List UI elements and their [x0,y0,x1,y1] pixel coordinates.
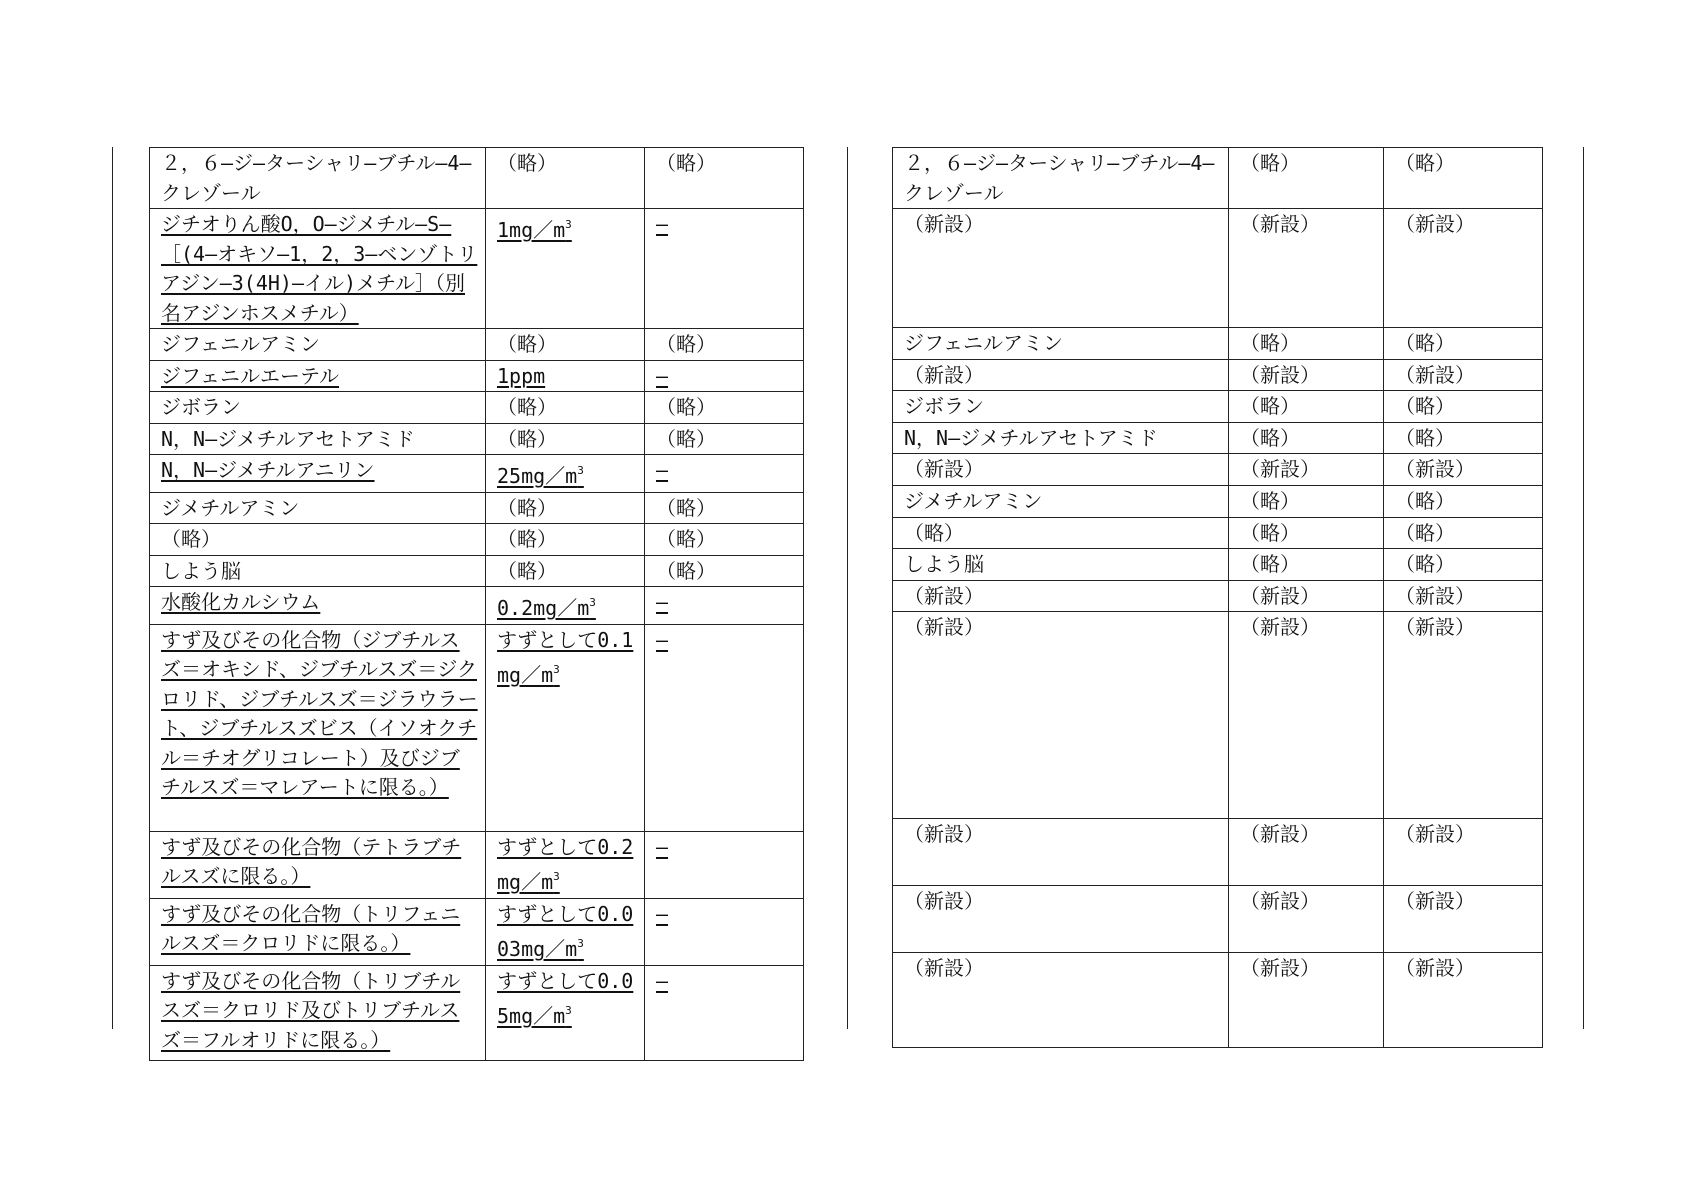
cell-text: （略） [656,495,716,520]
table-row [893,517,1543,549]
cell-text: （新設） [1240,457,1320,481]
cell-text: ― [656,590,669,614]
cell-other [1384,209,1543,328]
table-row [893,486,1543,518]
unit-superscript: 3 [565,218,572,231]
cell-text: （新設） [1240,362,1320,387]
cell-other [1384,549,1543,581]
cell-text: （新設） [1240,822,1320,846]
cell-text: ジボラン [161,395,241,419]
cell-value [1229,886,1384,953]
cell-text: ジフェニルアミン [161,332,320,356]
table-row [893,422,1543,454]
cell-text: （略） [656,527,716,551]
cell-text: （略） [1395,331,1455,355]
unit-superscript: 3 [577,937,584,950]
table-row [150,965,804,1060]
cell-text: （新設） [1240,212,1320,236]
table-row [150,555,804,587]
table-row [150,392,804,424]
cell-text: すず及びその化合物（ジブチルスズ＝オキシド、ジブチルスズ＝ジクロリド、ジブチルスズ＝ジラウラート、ジブチルスズビス（イソオクチル＝チオグリコレート）及びジブチルスズ＝マレアートに限る。） [161,627,478,799]
cell-text: ジボラン [904,394,984,418]
cell-text: （略） [497,151,557,175]
cell-name [150,423,486,455]
cell-text: すず及びその化合物（テトラブチルスズに限る。） [161,834,462,888]
cell-other [1384,486,1543,518]
cell-text: （略） [1240,489,1300,513]
cell-text: （略） [497,558,557,583]
cell-value [1229,819,1384,886]
cell-other [1384,422,1543,454]
cell-text: （略） [497,527,557,551]
table-row [893,612,1543,819]
cell-text: $1mg/m^3$ [497,218,572,242]
cell-name [150,524,486,556]
table-row [150,524,804,556]
table-row [150,329,804,361]
cell-text: （新設） [904,822,984,846]
cell-text: （新設） [904,956,984,980]
cell-text: ジフェニルエーテル [161,363,339,388]
cell-text: （略） [656,395,716,419]
cell-other [645,524,804,556]
cell-other [645,555,804,587]
cell-value [1229,517,1384,549]
cell-other [645,148,804,209]
cell-other [1384,886,1543,953]
cell-text: すずとして$0.1mg/m^3$ [497,627,634,687]
table-row [893,328,1543,360]
cell-text: （新設） [1240,583,1320,608]
cell-other [645,392,804,424]
cell-text: （略） [497,495,557,520]
new-provisions-table [149,147,804,1061]
cell-name [150,455,486,493]
cell-text: N，N―ジメチルアセトアミド [904,425,1158,450]
cell-name [893,359,1229,391]
old-provisions-table [892,147,1543,1048]
cell-text: すずとして$0.2mg/m^3$ [497,834,634,894]
cell-value [486,329,645,361]
cell-text: （略） [656,558,716,583]
cell-name [893,549,1229,581]
cell-text: すず及びその化合物（トリフェニルスズ＝クロリドに限る。） [161,901,461,955]
cell-name [893,886,1229,953]
table-row [893,148,1543,209]
cell-other [645,492,804,524]
unit-superscript: 3 [565,1004,572,1017]
cell-name [150,148,486,209]
cell-value [486,209,645,329]
cell-text: （新設） [904,457,984,481]
cell-other [645,360,804,392]
cell-name [893,486,1229,518]
cell-value [486,492,645,524]
cell-name [150,555,486,587]
cell-text: 1ppm [497,363,546,388]
cell-name [150,965,486,1060]
cell-value [486,555,645,587]
cell-text: （略） [1395,394,1455,418]
table-row [150,624,804,831]
unit-superscript: 3 [577,464,584,477]
cell-other [645,898,804,965]
cell-other [1384,517,1543,549]
cell-other [1384,454,1543,486]
cell-text: （新設） [1395,822,1475,846]
cell-text: （略） [1395,425,1455,450]
unit-superscript: 3 [553,663,560,676]
table-row [150,209,804,329]
cell-text: N，N―ジメチルアセトアミド [161,426,415,451]
cell-value [486,423,645,455]
cell-name [893,580,1229,612]
cell-name [893,454,1229,486]
cell-text: （略） [1240,520,1300,545]
unit-superscript: 3 [553,870,560,883]
right-margin-rule [1583,147,1584,1029]
cell-text: ― [656,627,669,652]
cell-name [893,612,1229,819]
cell-text: （新設） [1240,615,1320,639]
old-provisions-body [893,148,1543,1048]
cell-other [1384,328,1543,360]
cell-other [1384,148,1543,209]
table-row [893,454,1543,486]
cell-value [486,455,645,493]
cell-text: ２，６―ジ―ターシャリ―ブチル―4―クレゾール [161,151,472,205]
cell-value [1229,549,1384,581]
cell-name [150,624,486,831]
cell-text: （略） [1240,331,1300,355]
cell-name [893,391,1229,423]
table-row [150,831,804,898]
cell-other [1384,612,1543,819]
cell-other [645,624,804,831]
cell-name [893,209,1229,328]
cell-value [486,624,645,831]
cell-value [1229,580,1384,612]
cell-value [486,965,645,1060]
cell-name [893,422,1229,454]
cell-name [150,392,486,424]
cell-text: （新設） [1395,362,1475,387]
cell-text: $0.2mg/m^3$ [497,596,596,620]
cell-text: （新設） [904,362,984,387]
cell-other [645,329,804,361]
cell-text: N，N―ジメチルアニリン [161,458,375,482]
cell-value [486,392,645,424]
cell-text: ― [656,212,669,236]
cell-text: （略） [1395,151,1455,175]
cell-text: （新設） [904,889,984,913]
cell-text: （略） [656,151,716,175]
cell-name [150,209,486,329]
cell-name [893,953,1229,1048]
table-row [150,148,804,209]
table-row [150,455,804,493]
cell-text: すずとして$0.003mg/m^3$ [497,901,634,961]
cell-text: ― [656,968,669,993]
table-row [893,209,1543,328]
cell-text: （新設） [1395,583,1475,608]
cell-value [1229,422,1384,454]
cell-text: （略） [497,332,557,356]
cell-other [645,209,804,329]
table-row [150,492,804,524]
cell-text: ２，６―ジ―ターシャリ―ブチル―4―クレゾール [904,151,1215,205]
cell-value [1229,148,1384,209]
cell-value [1229,328,1384,360]
cell-text: （新設） [904,583,984,608]
table-row [893,953,1543,1048]
cell-text: ― [656,458,669,482]
cell-text: （新設） [904,212,984,236]
cell-text: （略） [1395,552,1455,576]
table-row [150,587,804,625]
table-row [893,549,1543,581]
cell-name [150,831,486,898]
cell-text: （略） [1395,489,1455,513]
cell-text: （新設） [904,615,984,639]
cell-value [1229,391,1384,423]
cell-name [150,329,486,361]
cell-text: （略） [904,520,964,545]
cell-text: （新設） [1395,956,1475,980]
table-row [893,580,1543,612]
table-row [893,819,1543,886]
cell-other [1384,580,1543,612]
cell-text: $25mg/m^3$ [497,464,584,488]
cell-name [893,328,1229,360]
cell-name [893,517,1229,549]
cell-name [893,819,1229,886]
cell-text: （略） [497,395,557,419]
cell-text: （略） [1240,552,1300,576]
table-row [893,359,1543,391]
cell-value [486,148,645,209]
table-row [893,391,1543,423]
cell-other [645,831,804,898]
cell-other [645,587,804,625]
cell-text: すず及びその化合物（トリブチルスズ＝クロリド及びトリブチルスズ＝フルオリドに限る。） [161,968,461,1052]
cell-text: （新設） [1240,889,1320,913]
cell-other [1384,359,1543,391]
cell-value [486,524,645,556]
cell-name [150,587,486,625]
table-row [150,360,804,392]
cell-value [1229,486,1384,518]
cell-other [1384,819,1543,886]
cell-text: 水酸化カルシウム [161,590,321,614]
cell-text: （略） [1240,151,1300,175]
cell-value [486,831,645,898]
cell-value [486,898,645,965]
unit-superscript: 3 [589,596,596,609]
cell-name [150,492,486,524]
cell-text: しよう脳 [161,558,241,583]
cell-text: （略） [656,332,716,356]
left-margin-rule [112,147,113,1029]
cell-text: ジメチルアミン [161,495,300,520]
center-rule [847,147,848,1029]
cell-text: ― [656,363,669,388]
cell-name [150,898,486,965]
cell-name [893,148,1229,209]
table-row [150,898,804,965]
cell-text: ― [656,901,669,926]
cell-text: （略） [497,426,557,451]
cell-text: （新設） [1395,889,1475,913]
cell-value [1229,612,1384,819]
cell-text: （略） [1395,520,1455,545]
cell-other [1384,953,1543,1048]
cell-value [1229,953,1384,1048]
cell-text: （略） [161,527,221,551]
cell-text: すずとして$0.05mg/m^3$ [497,968,634,1028]
cell-other [1384,391,1543,423]
cell-text: （略） [1240,425,1300,450]
cell-text: （略） [656,426,716,451]
cell-value [1229,359,1384,391]
cell-text: （新設） [1240,956,1320,980]
cell-text: しよう脳 [904,552,984,576]
cell-text: （新設） [1395,615,1475,639]
cell-value [1229,209,1384,328]
cell-text: （新設） [1395,457,1475,481]
cell-other [645,965,804,1060]
cell-text: （略） [1240,394,1300,418]
cell-text: ジフェニルアミン [904,331,1063,355]
cell-other [645,423,804,455]
cell-other [645,455,804,493]
cell-value [486,587,645,625]
cell-text: （新設） [1395,212,1475,236]
cell-name [150,360,486,392]
table-row [150,423,804,455]
cell-text: ジチオりん酸O，O―ジメチル―S―［(4―オキソ―1，2，3―ベンゾトリアジン―3(4H)―イル)メチル］（別名アジンホスメチル） [161,212,478,325]
new-provisions-body [150,148,804,1061]
cell-text: ジメチルアミン [904,489,1043,513]
cell-value [1229,454,1384,486]
cell-value [486,360,645,392]
table-row [893,886,1543,953]
cell-text: ― [656,834,669,859]
